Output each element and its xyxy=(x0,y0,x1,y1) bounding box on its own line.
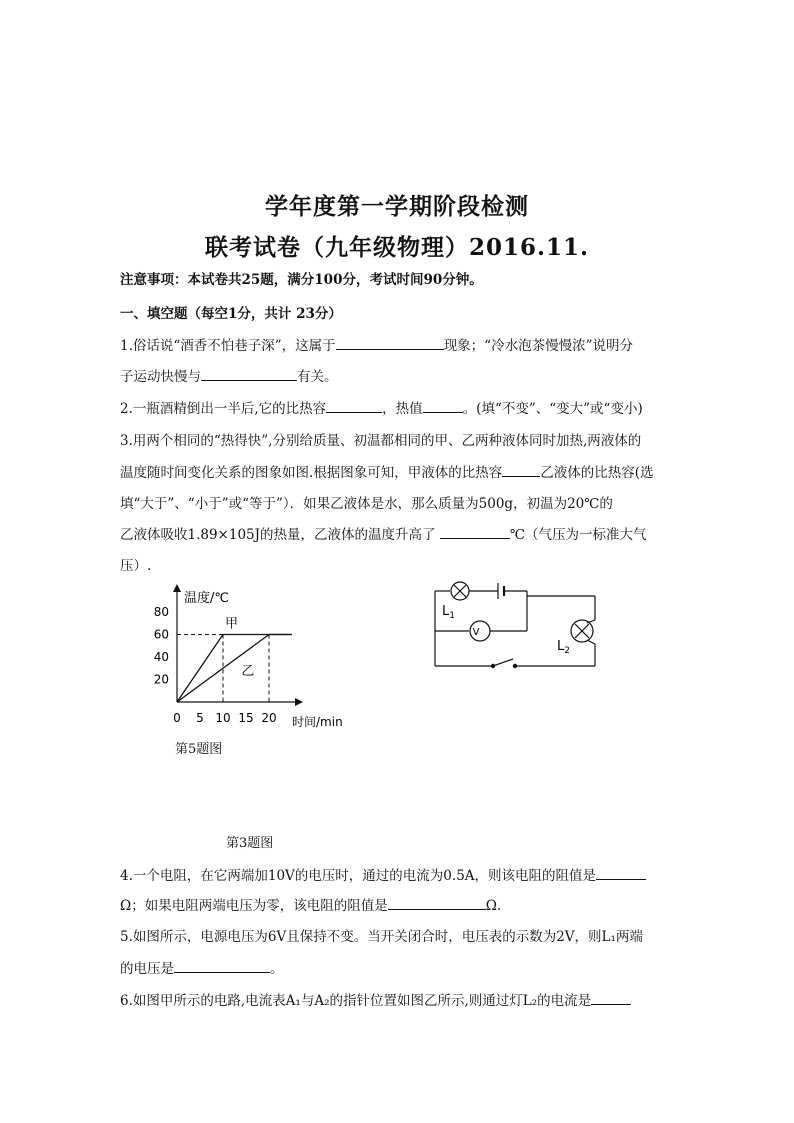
voltmeter-label: V xyxy=(472,627,480,638)
q4-text-c: Ω. xyxy=(485,898,502,914)
q3-text-e: 乙液体吸收1.89×105J的热量，乙液体的温度升高了 xyxy=(120,527,440,543)
series-2-label: 乙 xyxy=(241,664,255,679)
q1-text-c: 子运动快慢与 xyxy=(120,369,201,385)
x-tick-label: 20 xyxy=(261,711,277,725)
q2-text-a: 2.一瓶酒精倒出一半后,它的比热容 xyxy=(120,401,327,417)
question-3-line-5: 压）. xyxy=(120,558,152,574)
circuit-diagram xyxy=(425,578,615,673)
series-2-line xyxy=(177,635,292,703)
question-4-line-2 xyxy=(120,894,501,914)
y-tick-label: 60 xyxy=(153,627,169,642)
q3-text-c: 乙液体的比热容(选 xyxy=(540,465,654,481)
x-tick-label: 0 xyxy=(173,711,181,725)
q3-text-f: ℃（气压为一标准大气 xyxy=(509,527,647,543)
q2-blank-2[interactable] xyxy=(423,400,463,413)
question-3-line-3: 填“大于”、“小于”或“等于”）．如果乙液体是水，那么质量为500g，初温为20℃的 xyxy=(120,496,613,512)
q1-blank-2[interactable] xyxy=(201,368,297,381)
section-heading: 一、填空题（每空1分，共计 23分） xyxy=(120,306,342,322)
q6-blank[interactable] xyxy=(591,992,631,1005)
y-tick-label: 80 xyxy=(153,605,169,619)
question-3-line-1: 3.用两个相同的“热得快”,分别给质量、初温都相同的甲、乙两种液体同时加热,两液体的 xyxy=(120,433,642,449)
q1-text-d: 有关。 xyxy=(297,369,338,385)
y-tick-label: 40 xyxy=(153,650,169,664)
x-tick-label: 10 xyxy=(215,711,231,725)
q5-text-b: 的电压是 xyxy=(120,961,174,977)
q4-blank-1[interactable] xyxy=(596,867,646,880)
series-1-label: 甲 xyxy=(225,616,239,632)
x-axis-label: 时间/min xyxy=(292,715,343,729)
exam-title: 学年度第一学期阶段检测 xyxy=(265,193,529,220)
q4-text-b: Ω；如果电阻两端电压为零，该电阻的阻值是 xyxy=(120,898,388,914)
exam-subtitle: 联考试卷（九年级物理）2016.11. xyxy=(204,234,590,261)
q5-blank[interactable] xyxy=(174,960,270,973)
q6-text-a: 6.如图甲所示的电路,电流表A₁与A₂的指针位置如图乙所示,则通过灯L₂的电流是 xyxy=(120,993,592,1009)
y-axis-label: 温度/℃ xyxy=(184,591,229,606)
q2-blank-1[interactable] xyxy=(326,400,382,413)
question-6 xyxy=(120,989,631,1009)
y-axis-arrow xyxy=(173,584,181,592)
question-5-line-1: 5.如图所示，电源电压为6V且保持不变。当开关闭合时，电压表的示数为2V，则L₁两端 xyxy=(120,929,643,945)
question-3-line-4 xyxy=(120,523,646,543)
q1-text-a: 1.俗话说“酒香不怕巷子深”，这属于 xyxy=(120,338,336,354)
q4-blank-2[interactable] xyxy=(388,897,486,910)
question-5-line-2 xyxy=(120,957,284,977)
notice: 注意事项：本试卷共25题，满分100分，考试时间90分钟。 xyxy=(120,272,483,288)
figure-5-caption: 第5题图 xyxy=(175,742,223,757)
lamp-l1-label: $L_1$ xyxy=(442,604,455,621)
switch-icon xyxy=(493,659,513,666)
q3-blank-1[interactable] xyxy=(502,464,540,477)
lamp-l2-label: $L_2$ xyxy=(557,639,570,656)
q4-text-a: 4.一个电阻，在它两端加10V的电压时，通过的电流为0.5A，则该电阻的阻值是 xyxy=(120,868,597,884)
q3-text-b: 温度随时间变化关系的图象如图.根据图象可知，甲液体的比热容 xyxy=(120,465,503,481)
question-1-line-2 xyxy=(120,365,338,385)
q1-blank-1[interactable] xyxy=(336,337,444,350)
temperature-time-graph xyxy=(140,582,380,732)
q3-blank-2[interactable] xyxy=(440,526,510,539)
figure-3-caption: 第3题图 xyxy=(226,836,274,851)
q1-text-b: 现象；“冷水泡茶慢慢浓”说明分 xyxy=(443,338,633,354)
series-1-line xyxy=(177,635,292,703)
question-1-line-1 xyxy=(120,334,633,354)
q2-text-c: 。(填“不变”、“变大”或“变小) xyxy=(462,401,643,417)
question-2 xyxy=(120,397,643,417)
q2-text-b: ，热值 xyxy=(382,401,423,417)
q5-text-c: 。 xyxy=(270,961,284,977)
question-3-line-2 xyxy=(120,461,654,481)
x-tick-label: 5 xyxy=(196,711,204,725)
y-tick-label: 20 xyxy=(153,672,169,687)
x-axis-arrow xyxy=(295,698,303,706)
x-tick-label: 15 xyxy=(238,711,254,725)
question-4-line-1 xyxy=(120,864,646,884)
